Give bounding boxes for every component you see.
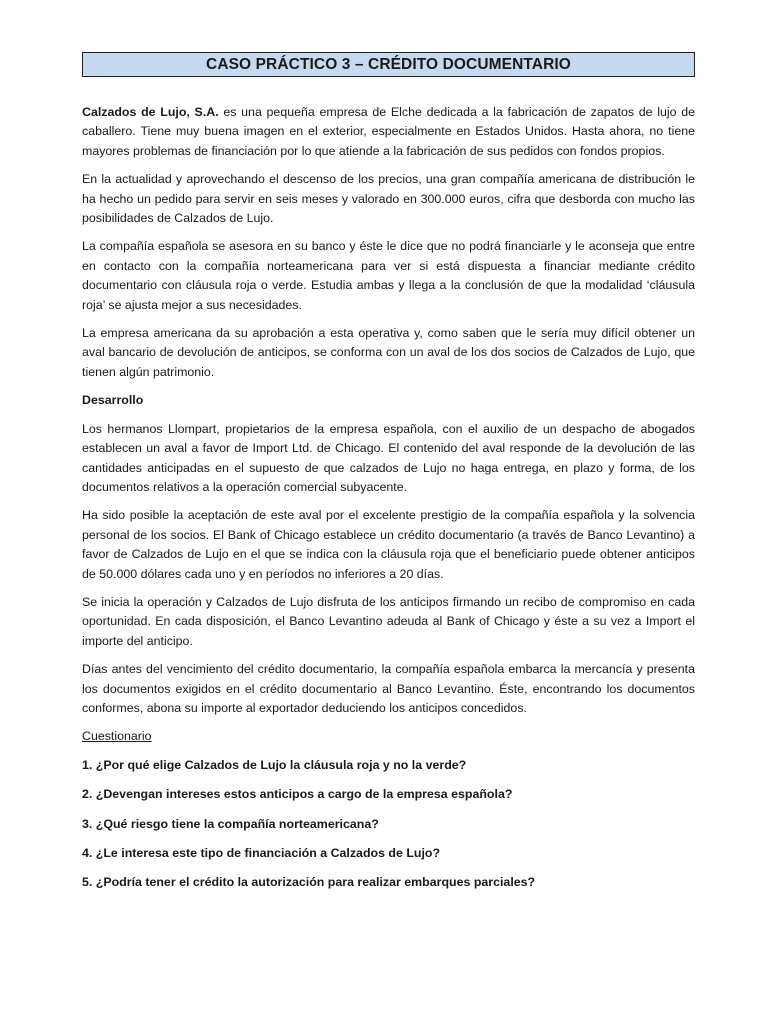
intro-text: es una pequeña empresa de Elche dedicada a la fabricación de zapatos de lujo de caballero. Tiene muy buena imagen en el exterior, especialmente en Estados Unidos. Hasta ahora, no tiene mayores problemas de financiación por lo que atiende a la fabricación de sus pedidos con fondos propios. — [82, 105, 696, 158]
question-2: 2. ¿Devengan intereses estos anticipos a cargo de la empresa española? — [82, 787, 513, 802]
desarrollo-paragraph-2: Ha sido posible la aceptación de este aval por el excelente prestigio de la compañía española y la solvencia personal de los socios. El Bank of Chicago establece un crédito documentario (a través de Banco Levantino) a favor de Calzados de Lujo en el que se indica con la cláusula roja que el beneficiario puede obtener anticipos de 50.000 dólares cada uno y en períodos no inferiores a 20 días. — [82, 508, 695, 581]
question-5: 5. ¿Podría tener el crédito la autorización para realizar embarques parciales? — [82, 875, 536, 890]
document-title: CASO PRÁCTICO 3 – CRÉDITO DOCUMENTARIO — [82, 52, 695, 77]
desarrollo-paragraph-1: Los hermanos Llompart, propietarios de la empresa española, con el auxilio de un despacho de abogados establecen un aval a favor de Import Ltd. de Chicago. El contenido del aval responde de la devolución de las cantidades anticipadas en el supuesto de que calzados de Lujo no haga entrega, en plazo y forma, de los documentos relativos a la operación comercial subyacente. — [82, 421, 695, 494]
cuestionario-heading: Cuestionario — [82, 729, 152, 744]
question-3: 3. ¿Qué riesgo tiene la compañía norteamericana? — [82, 816, 379, 831]
paragraph-3: La empresa americana da su aprobación a esta operativa y, como saben que le sería muy difícil obtener un aval bancario de devolución de anticipos, se conforma con un aval de los dos socios de Calzados de Lujo, que tienen algún patrimonio. — [82, 326, 695, 379]
paragraph-2: La compañía española se asesora en su banco y éste le dice que no podrá financiarle y le aconseja que entre en contacto con la compañía norteamericana para ver si está dispuesta a financiar mediante crédito documentario con cláusula roja o verde. Estudia ambas y llega a la conclusión de que la modalidad ‘cláusula roja’ se ajusta mejor a sus necesidades. — [82, 239, 695, 312]
question-1: 1. ¿Por qué elige Calzados de Lujo la cláusula roja y no la verde? — [82, 757, 467, 772]
desarrollo-paragraph-3: Se inicia la operación y Calzados de Lujo disfruta de los anticipos firmando un recibo de compromiso en cada oportunidad. En cada disposición, el Banco Levantino adeuda al Bank of Chicago y éste a su vez a Import el importe del anticipo. — [82, 594, 695, 648]
document-body — [82, 103, 695, 893]
desarrollo-paragraph-4: Días antes del vencimiento del crédito documentario, la compañía española embarca la mercancía y presenta los documentos exigidos en el crédito documentario al Banco Levantino. Éste, encontrando los documentos conformes, abona su importe al exportador deduciendo los anticipos concedidos. — [82, 662, 695, 715]
document-page — [82, 52, 695, 903]
paragraph-1: En la actualidad y aprovechando el descenso de los precios, una gran compañía americana de distribución le ha hecho un pedido para servir en seis meses y valorado en 300.000 euros, cifra que desborda con mucho las posibilidades de Calzados de Lujo. — [82, 172, 695, 226]
question-4: 4. ¿Le interesa este tipo de financiación a Calzados de Lujo? — [82, 846, 441, 860]
desarrollo-heading: Desarrollo — [82, 393, 144, 408]
company-name: Calzados de Lujo, S.A. — [82, 105, 219, 119]
intro-paragraph — [82, 103, 695, 161]
